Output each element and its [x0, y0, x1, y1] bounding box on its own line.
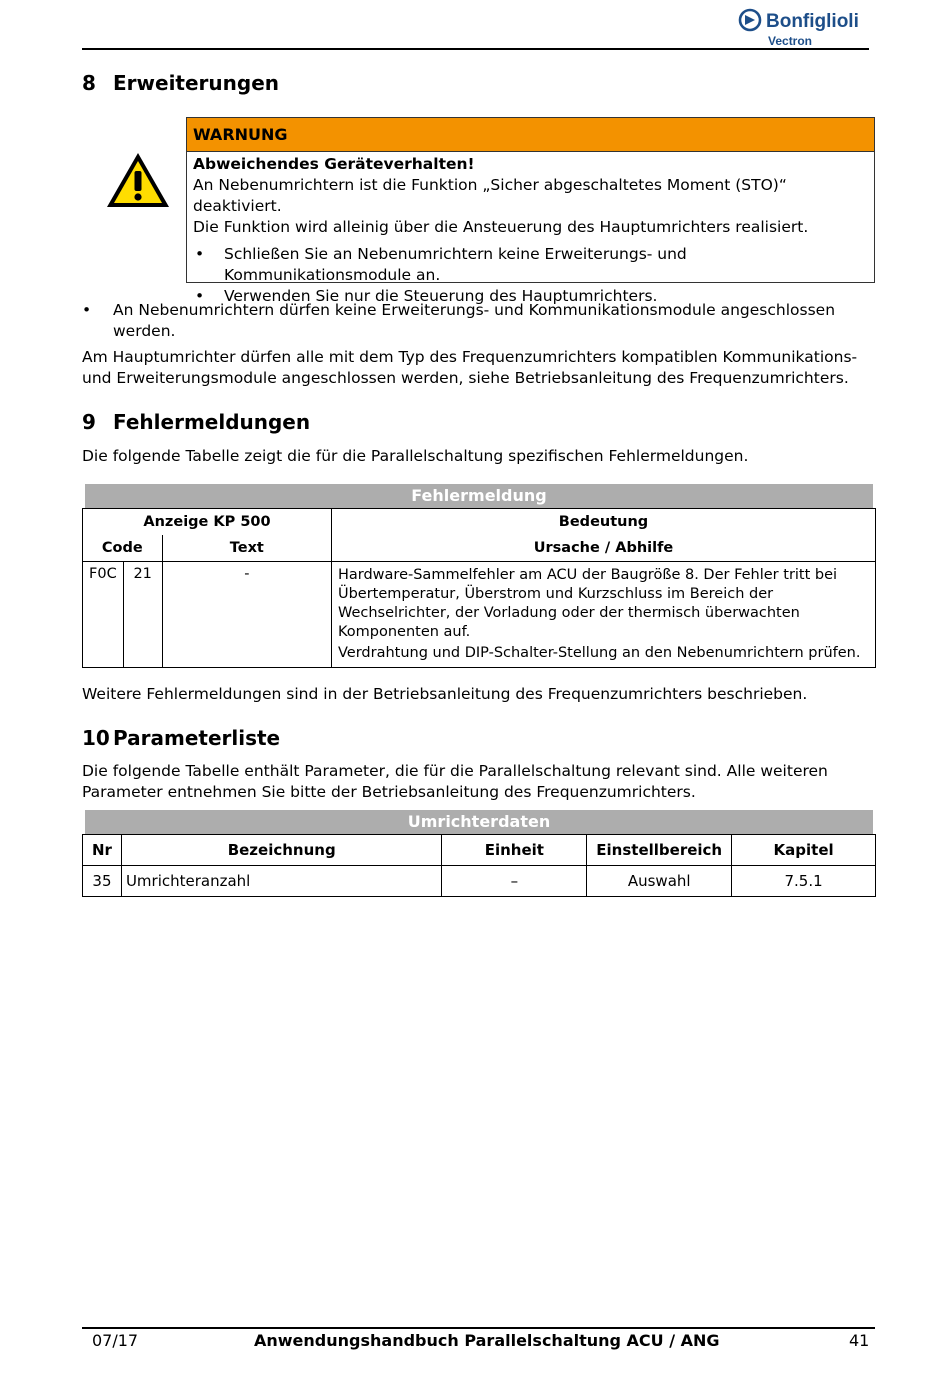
- section-number: 8: [82, 71, 96, 95]
- param-table-band: Umrichterdaten: [85, 810, 873, 834]
- section-8-heading: [82, 71, 279, 95]
- error-code: F0C: [83, 562, 124, 668]
- warning-bullet: • Verwenden Sie nur die Steuerung des Hauptumrichters.: [195, 287, 658, 305]
- param-range: Auswahl: [587, 866, 732, 897]
- header-rule: [82, 48, 869, 50]
- param-name: Umrichteranzahl: [121, 866, 442, 897]
- col-chapter: Kapitel: [732, 835, 876, 866]
- brand-name: Bonfiglioli: [766, 11, 859, 32]
- warning-headline: Abweichendes Geräteverhalten!: [193, 155, 475, 173]
- section-8-bullet: • An Nebenumrichtern dürfen keine Erweiterungs- und Kommunikationsmodule angeschlossen werden.: [82, 301, 836, 340]
- error-table: [82, 508, 876, 668]
- param-nr: 35: [83, 866, 122, 897]
- warning-bullet: • Schließen Sie an Nebenumrichtern keine Erweiterungs- und Kommunikationsmodule an.: [195, 245, 687, 284]
- footer-rule: [82, 1327, 875, 1329]
- error-table-band: Fehlermeldung: [85, 484, 873, 508]
- section-10-heading: [82, 726, 280, 750]
- section-9-intro: Die folgende Tabelle zeigt die für die Parallelschaltung spezifischen Fehlermeldungen.: [82, 447, 749, 465]
- col-code: Code: [83, 535, 163, 562]
- section-number: 10: [82, 726, 110, 750]
- page-number: 41: [849, 1331, 870, 1350]
- brand-sub: Vectron: [768, 34, 813, 48]
- section-9-heading: [82, 410, 310, 434]
- col-nr: Nr: [83, 835, 122, 866]
- section-title: Parameterliste: [113, 726, 281, 750]
- section-9-after: Weitere Fehlermeldungen sind in der Betriebsanleitung des Frequenzumrichters beschrieben.: [82, 685, 808, 703]
- col-name: Bezeichnung: [121, 835, 442, 866]
- error-meaning: Hardware-Sammelfehler am ACU der Baugröße 8. Der Fehler tritt bei Übertemperatur, Überstrom und Kurzschluss im Bereich der Wechselrichter, der Vorladung oder der thermisch überwachten Komponenten auf.: [337, 567, 838, 640]
- brand-logo: [738, 6, 873, 48]
- col-cause: Ursache / Abhilfe: [331, 535, 875, 562]
- section-title: Fehlermeldungen: [113, 410, 311, 434]
- table-row: [83, 866, 876, 897]
- param-unit: –: [442, 866, 587, 897]
- warning-triangle-icon: [104, 150, 172, 210]
- col-unit: Einheit: [442, 835, 587, 866]
- error-meaning-cell: [331, 562, 875, 668]
- warning-label: WARNUNG: [187, 118, 874, 152]
- footer-title: Anwendungshandbuch Parallelschaltung ACU / ANG: [254, 1331, 720, 1350]
- warning-line: An Nebenumrichtern ist die Funktion „Sicher abgeschaltetes Moment (STO)“ deaktiviert.: [193, 176, 787, 215]
- error-remedy: Verdrahtung und DIP-Schalter-Stellung an den Nebenumrichtern prüfen.: [337, 645, 861, 661]
- footer-date: 07/17: [92, 1331, 139, 1350]
- param-chapter: 7.5.1: [732, 866, 876, 897]
- warning-box: [186, 117, 875, 305]
- section-title: Erweiterungen: [113, 71, 280, 95]
- error-number: 21: [123, 562, 162, 668]
- table-row: [83, 562, 876, 668]
- error-text: -: [162, 562, 331, 668]
- section-number: 9: [82, 410, 96, 434]
- col-text: Text: [162, 535, 331, 562]
- warning-line: Die Funktion wird alleinig über die Ansteuerung des Hauptumrichters realisiert.: [193, 218, 809, 236]
- parameter-table: [82, 834, 876, 897]
- section-10-intro: Die folgende Tabelle enthält Parameter, die für die Parallelschaltung relevant sind. Alle weiteren Parameter entnehmen Sie bitte der Betriebsanleitung des Frequenzumrichters.: [82, 762, 828, 801]
- col-meaning: Bedeutung: [331, 509, 875, 536]
- col-range: Einstellbereich: [587, 835, 732, 866]
- section-8-paragraph: Am Hauptumrichter dürfen alle mit dem Typ des Frequenzumrichters kompatiblen Kommunikations- und Erweiterungsmodule angeschlossen werden, siehe Betriebsanleitung des Frequenzumrichters.: [82, 348, 858, 387]
- col-display: Anzeige KP 500: [83, 509, 332, 536]
